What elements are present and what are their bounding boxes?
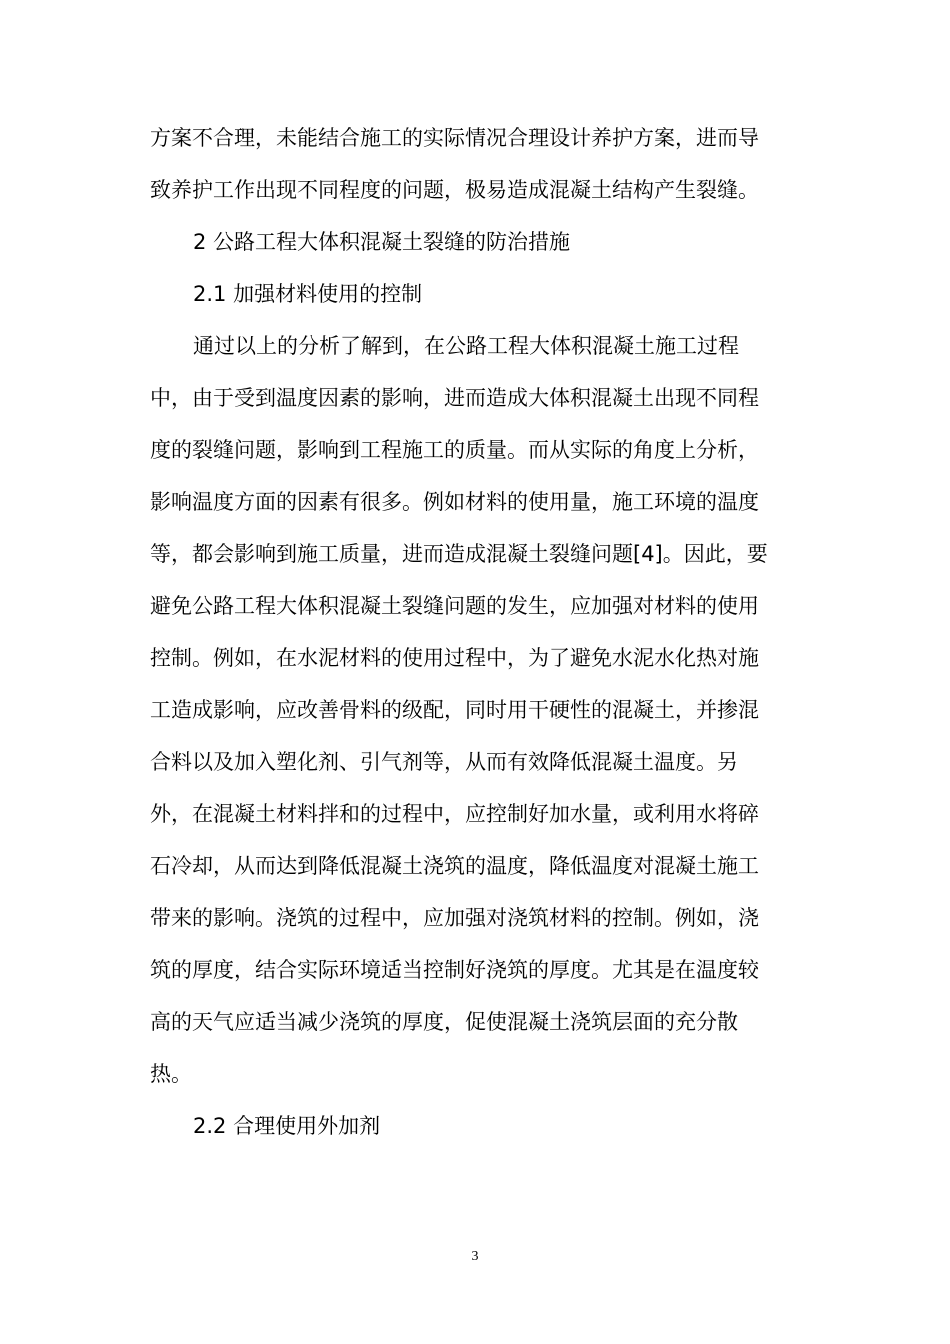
paragraph-line: 高的天气应适当减少浇筑的厚度，促使混凝土浇筑层面的充分散 [150,1010,738,1034]
paragraph-line: 度的裂缝问题，影响到工程施工的质量。而从实际的角度上分析， [150,438,759,462]
paragraph-line: 中，由于受到温度因素的影响，进而造成大体积混凝土出现不同程 [150,386,759,410]
paragraph-line: 通过以上的分析了解到，在公路工程大体积混凝土施工过程 [193,334,739,358]
paragraph-line: 方案不合理，未能结合施工的实际情况合理设计养护方案，进而导 [150,126,759,150]
section-heading: 2 公路工程大体积混凝土裂缝的防治措施 [193,230,571,254]
paragraph-line: 热。 [150,1062,192,1086]
paragraph-line: 带来的影响。浇筑的过程中，应加强对浇筑材料的控制。例如，浇 [150,906,759,930]
paragraph-line: 石冷却，从而达到降低混凝土浇筑的温度，降低温度对混凝土施工 [150,854,759,878]
paragraph-line: 致养护工作出现不同程度的问题，极易造成混凝土结构产生裂缝。 [150,178,759,202]
subsection-heading: 2.1 加强材料使用的控制 [193,282,423,306]
paragraph-line: 避免公路工程大体积混凝土裂缝问题的发生，应加强对材料的使用 [150,594,759,618]
paragraph-line: 等，都会影响到施工质量，进而造成混凝土裂缝问题[4]。因此，要 [150,542,768,566]
page-number: 3 [471,1249,479,1264]
paragraph-line: 筑的厚度，结合实际环境适当控制好浇筑的厚度。尤其是在温度较 [150,958,759,982]
paragraph-line: 控制。例如，在水泥材料的使用过程中，为了避免水泥水化热对施 [150,646,759,670]
paragraph-line: 工造成影响，应改善骨料的级配，同时用干硬性的混凝土，并掺混 [150,698,759,722]
paragraph-line: 合料以及加入塑化剂、引气剂等，从而有效降低混凝土温度。另 [150,750,738,774]
subsection-heading: 2.2 合理使用外加剂 [193,1114,381,1138]
paragraph-line: 外，在混凝土材料拌和的过程中，应控制好加水量，或利用水将碎 [150,802,759,826]
paragraph-line: 影响温度方面的因素有很多。例如材料的使用量，施工环境的温度 [150,490,759,514]
